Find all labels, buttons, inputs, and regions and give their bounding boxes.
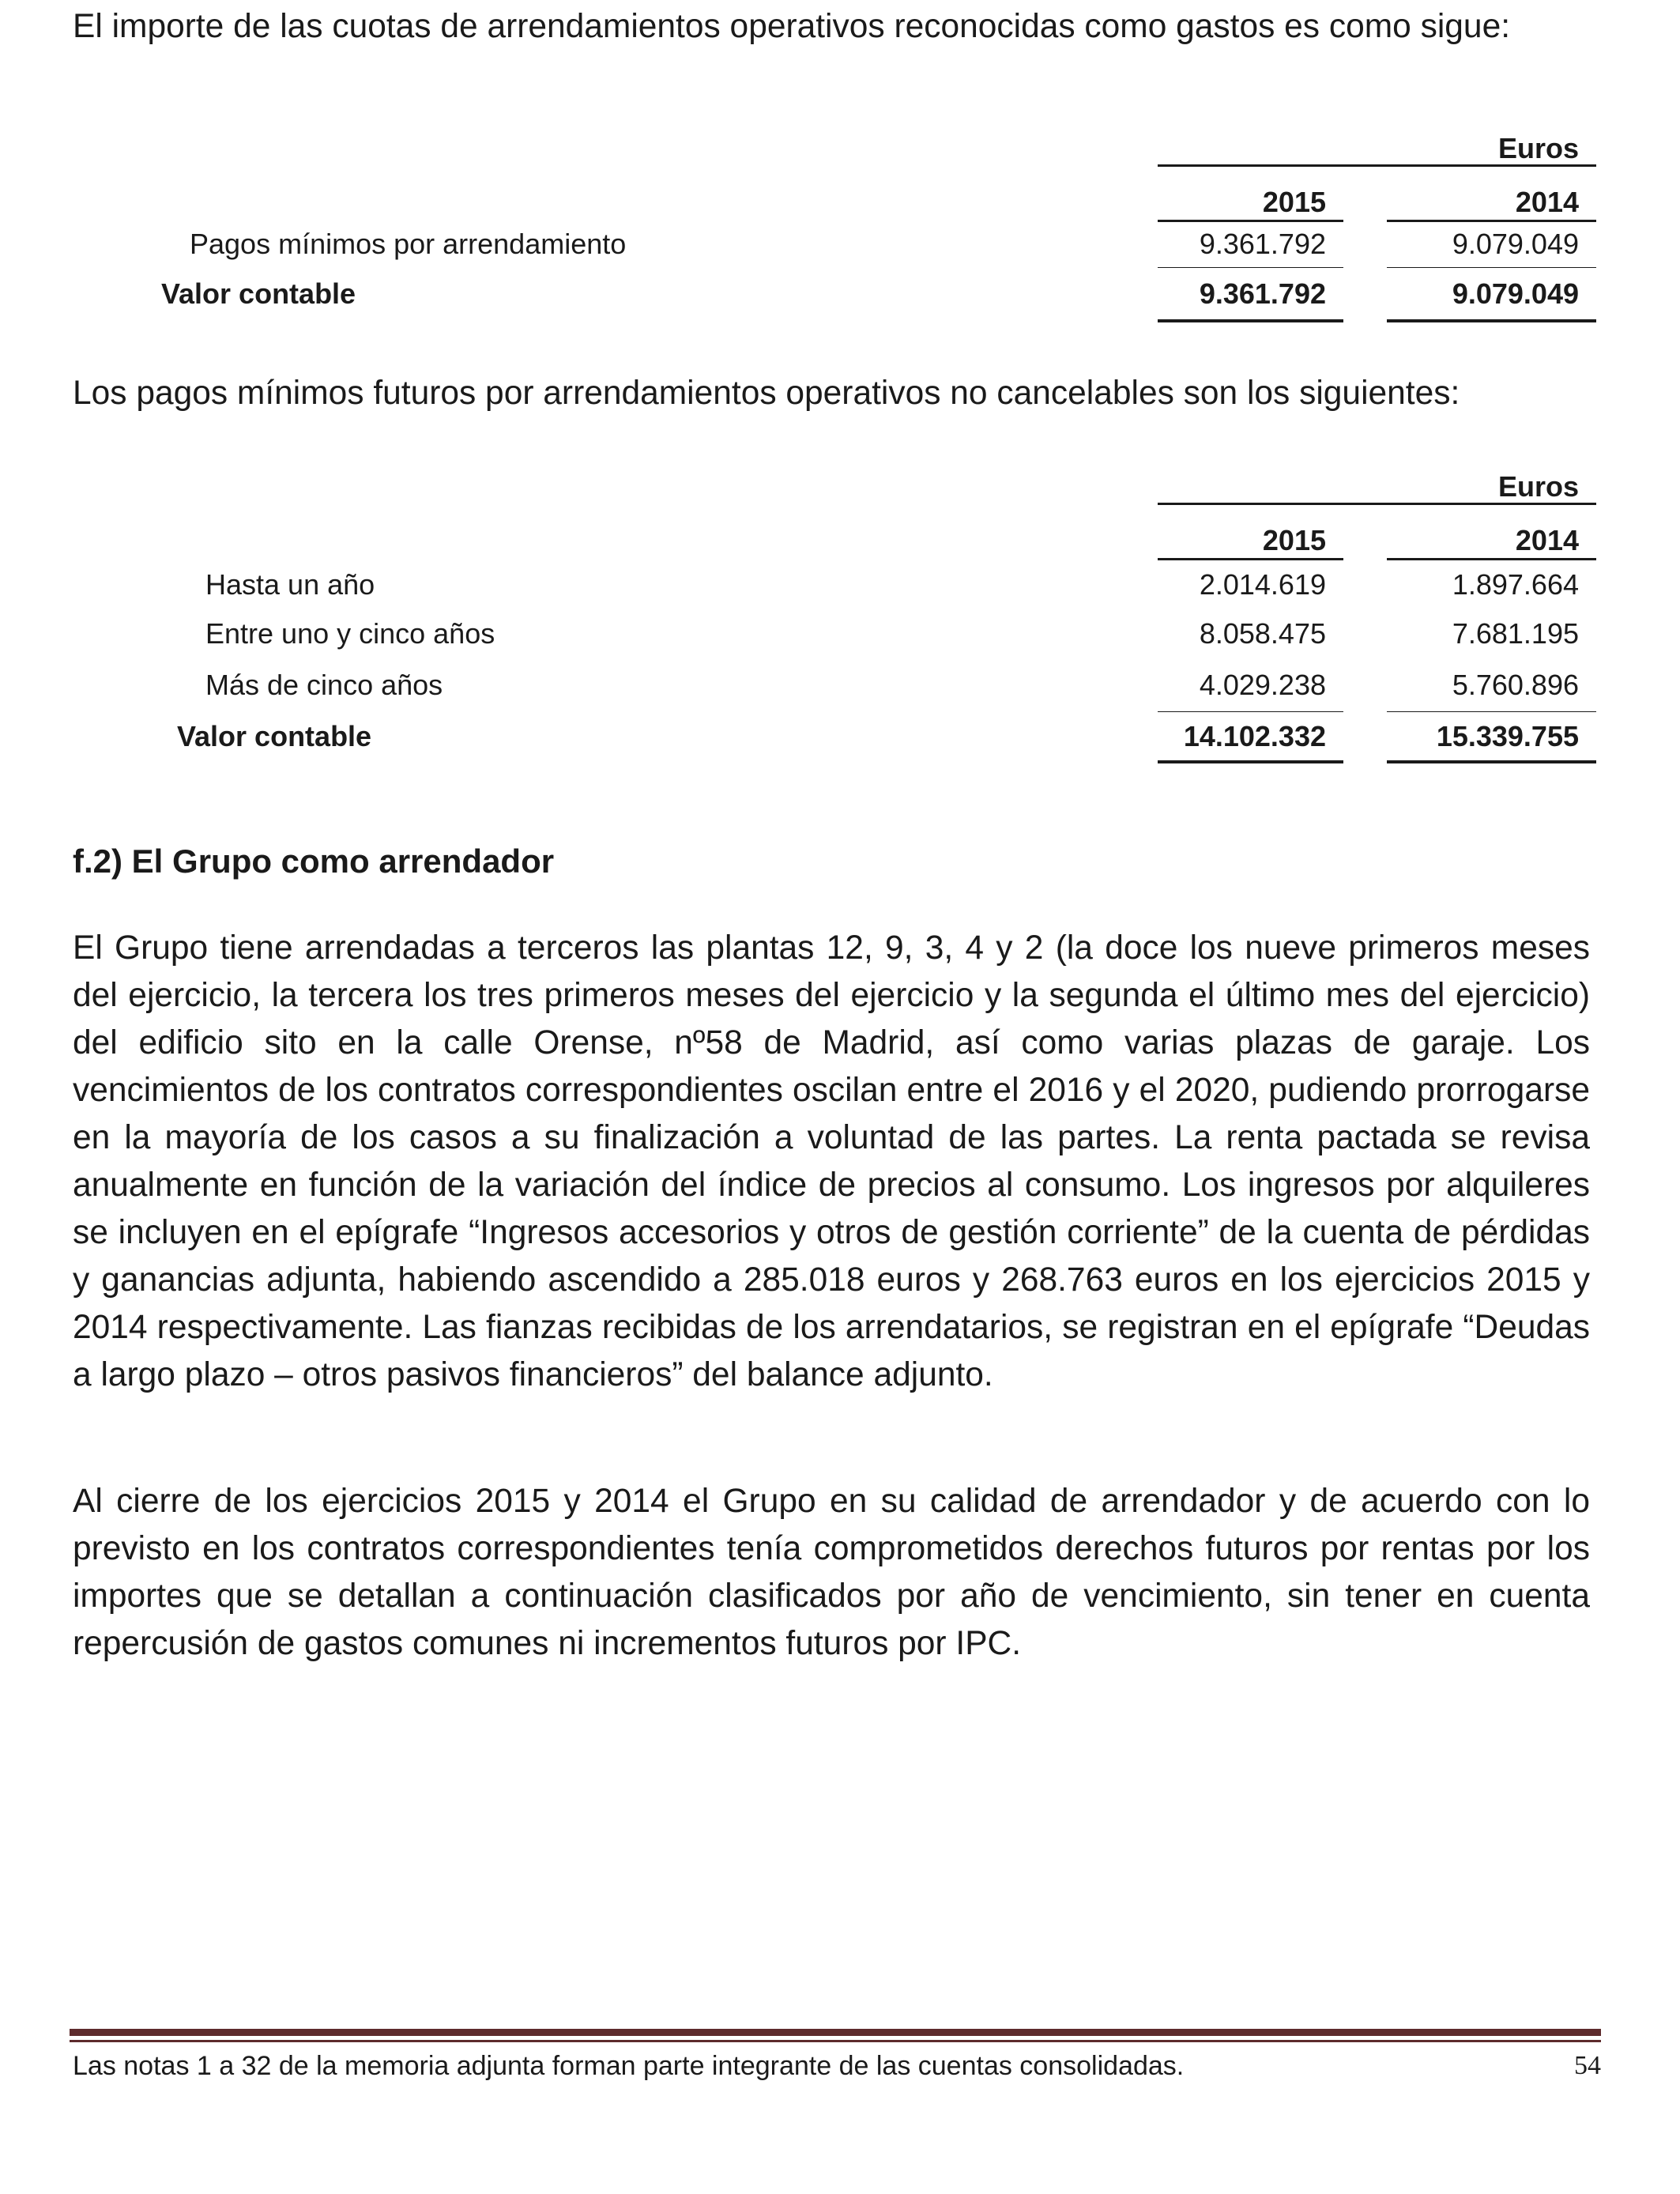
table-cell-2015: 8.058.475	[1199, 617, 1326, 650]
column-header-2015: 2015	[1262, 524, 1326, 556]
intro-paragraph-2: Los pagos mínimos futuros por arrendamientos operativos no cancelables son los siguientes:	[73, 375, 1460, 412]
table-cell-2014: 5.760.896	[1452, 669, 1579, 701]
body-paragraph-2: Al cierre de los ejercicios 2015 y 2014 el Grupo en su calidad de arrendador y de acuerdo con lo previsto en los contratos correspondientes tenía comprometidos derechos futuros por rentas por los importes que se detallan a continuación clasificados por año de vencimiento, sin tener en cuenta repercusión de gastos comunes ni incrementos futuros por IPC.	[73, 1483, 1590, 1662]
subtotal-rule-2014	[1387, 267, 1596, 268]
page-number: 54	[1574, 2051, 1601, 2080]
total-2014: 15.339.755	[1436, 720, 1579, 752]
currency-header: Euros	[1497, 470, 1579, 503]
total-label: Valor contable	[161, 277, 356, 310]
total-rule-2015	[1158, 760, 1343, 763]
table-cell-2015: 9.361.792	[1199, 228, 1326, 260]
total-rule-2015	[1158, 319, 1343, 322]
section-heading: f.2) El Grupo como arrendador	[73, 843, 555, 880]
body-paragraph-1: El Grupo tiene arrendadas a terceros las plantas 12, 9, 3, 4 y 2 (la doce los nueve primeros meses del ejercicio, la tercera los tres primeros meses del ejercicio y la segunda el último mes del ejercicio) del edificio sito en la calle Orense, nº58 de Madrid, así como varias plazas de garaje. Los vencimientos de los contratos correspondientes oscilan entre el 2016 y el 2020, pudiendo prorrogarse en la mayoría de los casos a su finalización a voluntad de las partes. La renta pactada se revisa anualmente en función de la variación del índice de precios al consumo. Los ingresos por alquileres se incluyen en el epígrafe “Ingresos accesorios y otros de gestión corriente” de la cuenta de pérdidas y ganancias adjunta, habiendo ascendido a 285.018 euros y 268.763 euros en los ejercicios 2015 y 2014 respectivamente. Las fianzas recibidas de los arrendatarios, se registran en el epígrafe “Deudas a largo plazo – otros pasivos financieros” del balance adjunto.	[73, 929, 1590, 1393]
year-rule-2014	[1387, 558, 1596, 560]
total-2015: 14.102.332	[1183, 720, 1326, 752]
column-header-2014: 2014	[1515, 186, 1579, 218]
currency-header-rule	[1158, 503, 1596, 505]
year-rule-2014	[1387, 220, 1596, 222]
subtotal-rule-2015	[1158, 267, 1343, 268]
column-header-2014: 2014	[1515, 524, 1579, 556]
column-header-2015: 2015	[1262, 186, 1326, 218]
year-rule-2015	[1158, 220, 1343, 222]
table-cell-2015: 2.014.619	[1199, 568, 1326, 601]
table-cell-2014: 7.681.195	[1452, 617, 1579, 650]
table-cell-2015: 4.029.238	[1199, 669, 1326, 701]
total-rule-2014	[1387, 319, 1596, 322]
year-rule-2015	[1158, 558, 1343, 560]
currency-header: Euros	[1497, 132, 1579, 164]
subtotal-rule-2015	[1158, 711, 1343, 712]
total-label: Valor contable	[177, 720, 372, 752]
table-cell-2014: 1.897.664	[1452, 568, 1579, 601]
table-row-label: Entre uno y cinco años	[205, 617, 495, 650]
table-row-label: Más de cinco años	[205, 669, 443, 701]
footer-band	[70, 2029, 1601, 2036]
table-row-label: Hasta un año	[205, 568, 375, 601]
total-2014: 9.079.049	[1452, 277, 1579, 310]
total-rule-2014	[1387, 760, 1596, 763]
table-cell-2014: 9.079.049	[1452, 228, 1579, 260]
footer-band-thin	[70, 2040, 1601, 2042]
subtotal-rule-2014	[1387, 711, 1596, 712]
footer-note: Las notas 1 a 32 de la memoria adjunta forman parte integrante de las cuentas consolidadas.	[73, 2051, 1185, 2081]
intro-paragraph-1: El importe de las cuotas de arrendamientos operativos reconocidas como gastos es como sigue:	[73, 8, 1511, 45]
total-2015: 9.361.792	[1199, 277, 1326, 310]
currency-header-rule	[1158, 164, 1596, 167]
table-row-label: Pagos mínimos por arrendamiento	[190, 228, 627, 260]
